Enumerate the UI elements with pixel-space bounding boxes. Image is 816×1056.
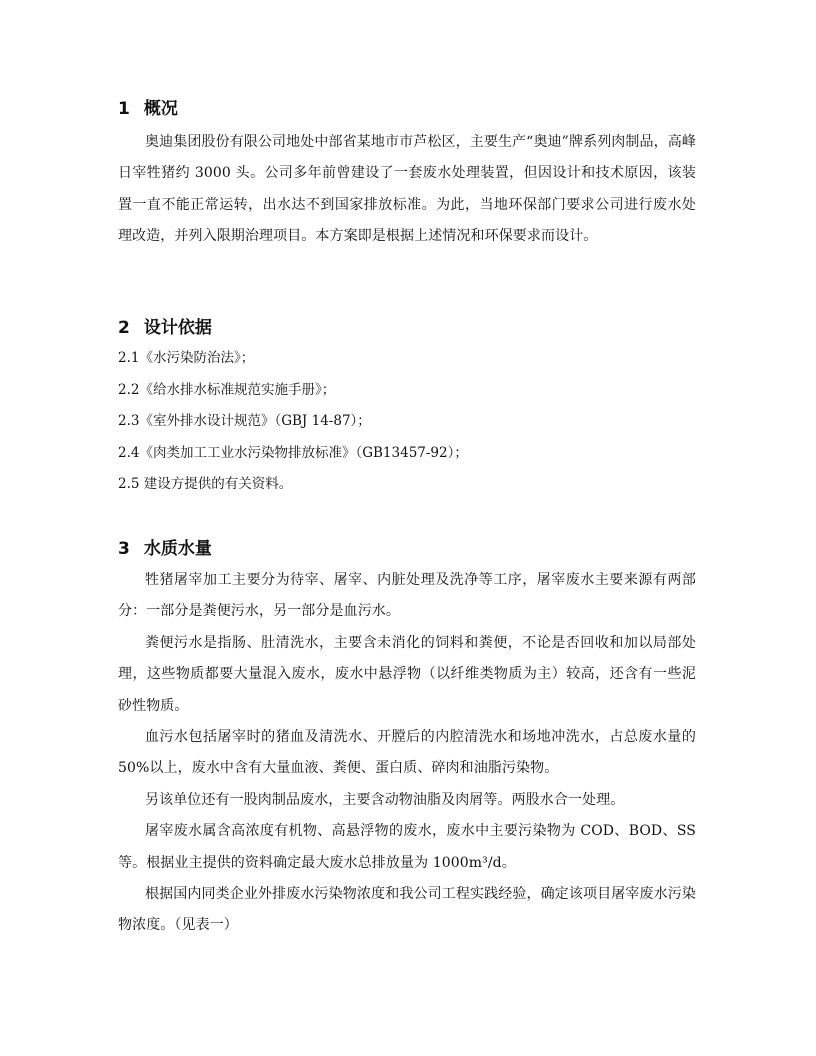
paragraph: 屠宰废水属含高浓度有机物、高悬浮物的废水，废水中主要污染物为 COD、BOD、SS等。根据业主提供的资料确定最大废水总排放量为 1000m³/d。 [118, 823, 696, 871]
paragraph: 牲猪屠宰加工主要分为待宰、屠宰、内脏处理及洗净等工序，屠宰废水主要来源有两部分：一部分是粪便污水，另一部分是血污水。 [118, 572, 696, 620]
reference-list [118, 343, 696, 501]
section-title: 水质水量 [143, 539, 212, 559]
section-overview [118, 97, 696, 253]
list-item: 2.2《给水排水标准规范实施手册》； [118, 381, 336, 398]
list-item: 2.5 建设方提供的有关资料。 [118, 476, 293, 493]
section-title: 概况 [143, 99, 178, 119]
section-number: 1 [118, 99, 130, 119]
section-water-quality [118, 537, 696, 942]
list-item: 2.4《肉类加工工业水污染物排放标准》（GB13457-92）； [118, 444, 468, 461]
list-item: 2.3《室外排水设计规范》（GBJ 14-87）； [118, 413, 371, 430]
paragraph: 血污水包括屠宰时的猪血及清洗水、开膛后的内腔清洗水和场地冲洗水，占总废水量的 50%以上，废水中含有大量血液、粪便、蛋白质、碎肉和油脂污染物。 [118, 729, 696, 777]
section-number: 2 [118, 318, 130, 338]
list-item: 2.1《水污染防治法》； [118, 350, 255, 366]
section-number: 3 [118, 539, 130, 559]
section-heading [118, 537, 696, 561]
section-heading [118, 316, 696, 340]
paragraph: 根据国内同类企业外排废水污染物浓度和我公司工程实践经验，确定该项目屠宰废水污染物浓度。（见表一） [118, 886, 696, 934]
section-design-basis [118, 316, 696, 501]
paragraph: 另该单位还有一股肉制品废水，主要含动物油脂及肉屑等。两股水合一处理。 [145, 791, 625, 808]
paragraph: 粪便污水是指肠、肚清洗水，主要含未消化的饲料和粪便，不论是否回收和加以局部处理，这些物质都要大量混入废水，废水中悬浮物（以纤维类物质为主）较高，还含有一些泥砂性物质。 [118, 634, 696, 714]
section-title: 设计依据 [143, 318, 212, 338]
section-heading [118, 97, 696, 121]
paragraph: 奥迪集团股份有限公司地处中部省某地市市芦松区，主要生产“奥迪”牌系列肉制品，高峰日宰牲猪约 3000 头。公司多年前曾建设了一套废水处理装置，但因设计和技术原因，该装置一直不能正常运转，出水达不到国家排放标准。为此，当地环保部门要求公司进行废水处理改造，并列入限期治理项目。本方案即是根据上述情况和环保要求而设计。 [118, 134, 696, 245]
